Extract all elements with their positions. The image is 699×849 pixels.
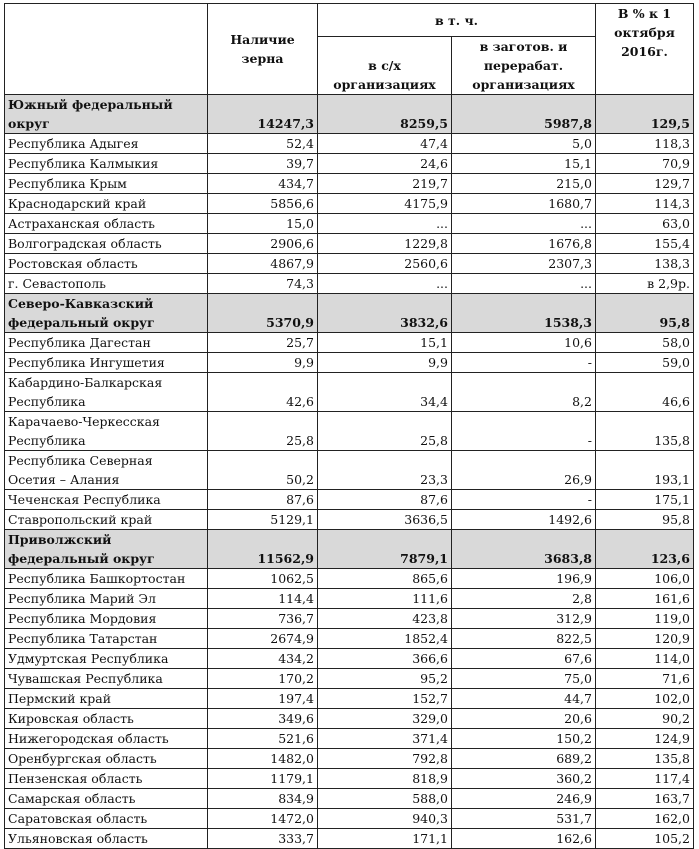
region-name: Нижегородская область [5, 729, 208, 749]
table-row [5, 333, 694, 353]
agri-value: 23,3 [318, 451, 452, 490]
processing-value: 44,7 [452, 689, 596, 709]
region-name: Саратовская область [5, 809, 208, 829]
region-name: Астраханская область [5, 214, 208, 234]
percent-value: 193,1 [596, 451, 694, 490]
stock-value: 1179,1 [208, 769, 318, 789]
region-name: Краснодарский край [5, 194, 208, 214]
stock-value: 15,0 [208, 214, 318, 234]
percent-value: 105,2 [596, 829, 694, 849]
stock-value: 4867,9 [208, 254, 318, 274]
agri-value: 95,2 [318, 669, 452, 689]
percent-value: 59,0 [596, 353, 694, 373]
percent-value: 63,0 [596, 214, 694, 234]
processing-value: 162,6 [452, 829, 596, 849]
percent-value: 102,0 [596, 689, 694, 709]
agri-value: 24,6 [318, 154, 452, 174]
district-name: Северо-Кавказский федеральный округ [5, 294, 208, 333]
stock-value: 42,6 [208, 373, 318, 412]
table-row [5, 689, 694, 709]
processing-value: 1676,8 [452, 234, 596, 254]
percent-value: 155,4 [596, 234, 694, 254]
processing-value: 822,5 [452, 629, 596, 649]
processing-value: 15,1 [452, 154, 596, 174]
stock-value: 9,9 [208, 353, 318, 373]
processing-value: ... [452, 214, 596, 234]
table-row [5, 749, 694, 769]
stock-value: 1482,0 [208, 749, 318, 769]
table-row [5, 254, 694, 274]
stock-value: 2674,9 [208, 629, 318, 649]
region-name: Ростовская область [5, 254, 208, 274]
table-row [5, 373, 694, 412]
region-name: Карачаево-Черкесская Республика [5, 412, 208, 451]
table-row [5, 569, 694, 589]
processing-value: 26,9 [452, 451, 596, 490]
percent-value: 95,8 [596, 294, 694, 333]
agri-value: 940,3 [318, 809, 452, 829]
region-name: Республика Дагестан [5, 333, 208, 353]
processing-value: 8,2 [452, 373, 596, 412]
agri-value: 111,6 [318, 589, 452, 609]
table-row [5, 174, 694, 194]
grain-stock-table [4, 3, 694, 849]
table-row [5, 709, 694, 729]
agri-value: 3636,5 [318, 510, 452, 530]
processing-value: 1538,3 [452, 294, 596, 333]
processing-value: 3683,8 [452, 530, 596, 569]
region-name: Самарская область [5, 789, 208, 809]
processing-value: 2307,3 [452, 254, 596, 274]
agri-value: 2560,6 [318, 254, 452, 274]
table-row [5, 809, 694, 829]
region-name: Пермский край [5, 689, 208, 709]
region-name: Республика Адыгея [5, 134, 208, 154]
agri-value: 7879,1 [318, 530, 452, 569]
region-name: Республика Татарстан [5, 629, 208, 649]
region-name: Чеченская Республика [5, 490, 208, 510]
stock-value: 349,6 [208, 709, 318, 729]
table-row [5, 353, 694, 373]
district-row [5, 530, 694, 569]
percent-value: 161,6 [596, 589, 694, 609]
agri-value: 15,1 [318, 333, 452, 353]
agri-value: 1229,8 [318, 234, 452, 254]
table-row [5, 154, 694, 174]
table-row [5, 649, 694, 669]
stock-value: 25,8 [208, 412, 318, 451]
stock-value: 197,4 [208, 689, 318, 709]
processing-value: 150,2 [452, 729, 596, 749]
region-name: Ставропольский край [5, 510, 208, 530]
region-name: Республика Мордовия [5, 609, 208, 629]
table-row [5, 490, 694, 510]
agri-value: 329,0 [318, 709, 452, 729]
agri-value: 8259,5 [318, 95, 452, 134]
stock-value: 5129,1 [208, 510, 318, 530]
agri-value: 47,4 [318, 134, 452, 154]
region-name: Республика Башкортостан [5, 569, 208, 589]
processing-value: 75,0 [452, 669, 596, 689]
stock-value: 5856,6 [208, 194, 318, 214]
region-name: Кировская область [5, 709, 208, 729]
percent-value: 106,0 [596, 569, 694, 589]
percent-value: 71,6 [596, 669, 694, 689]
percent-value: 175,1 [596, 490, 694, 510]
percent-value: в 2,9р. [596, 274, 694, 294]
agri-value: 25,8 [318, 412, 452, 451]
header-stock: Наличие зерна [208, 4, 318, 95]
stock-value: 434,2 [208, 649, 318, 669]
table-row [5, 194, 694, 214]
stock-value: 5370,9 [208, 294, 318, 333]
district-name: Южный федеральный округ [5, 95, 208, 134]
stock-value: 2906,6 [208, 234, 318, 254]
agri-value: 1852,4 [318, 629, 452, 649]
agri-value: 87,6 [318, 490, 452, 510]
stock-value: 834,9 [208, 789, 318, 809]
processing-value: 360,2 [452, 769, 596, 789]
percent-value: 124,9 [596, 729, 694, 749]
table-header [5, 4, 694, 95]
stock-value: 87,6 [208, 490, 318, 510]
agri-value: 152,7 [318, 689, 452, 709]
percent-value: 129,5 [596, 95, 694, 134]
percent-value: 123,6 [596, 530, 694, 569]
percent-value: 138,3 [596, 254, 694, 274]
agri-value: 588,0 [318, 789, 452, 809]
table-row [5, 769, 694, 789]
agri-value: 371,4 [318, 729, 452, 749]
processing-value: 246,9 [452, 789, 596, 809]
table-row [5, 609, 694, 629]
processing-value: 196,9 [452, 569, 596, 589]
stock-value: 114,4 [208, 589, 318, 609]
stock-value: 25,7 [208, 333, 318, 353]
agri-value: ... [318, 274, 452, 294]
table-row [5, 629, 694, 649]
percent-value: 135,8 [596, 749, 694, 769]
agri-value: 34,4 [318, 373, 452, 412]
percent-value: 162,0 [596, 809, 694, 829]
table-row [5, 510, 694, 530]
processing-value: 67,6 [452, 649, 596, 669]
region-name: Волгоградская область [5, 234, 208, 254]
region-name: Республика Крым [5, 174, 208, 194]
table-body [5, 95, 694, 849]
region-name: Чувашская Республика [5, 669, 208, 689]
district-name: Приволжский федеральный округ [5, 530, 208, 569]
processing-value: - [452, 412, 596, 451]
header-region [5, 4, 208, 95]
processing-value: 531,7 [452, 809, 596, 829]
stock-value: 11562,9 [208, 530, 318, 569]
stock-value: 333,7 [208, 829, 318, 849]
district-row [5, 294, 694, 333]
table-row [5, 234, 694, 254]
region-name: Оренбургская область [5, 749, 208, 769]
table-row [5, 451, 694, 490]
agri-value: 792,8 [318, 749, 452, 769]
stock-value: 52,4 [208, 134, 318, 154]
processing-value: 215,0 [452, 174, 596, 194]
stock-value: 736,7 [208, 609, 318, 629]
percent-value: 129,7 [596, 174, 694, 194]
percent-value: 114,3 [596, 194, 694, 214]
table-row [5, 214, 694, 234]
header-percent: В % к 1 октября 2016г. [596, 4, 694, 95]
processing-value: ... [452, 274, 596, 294]
processing-value: 689,2 [452, 749, 596, 769]
processing-value: - [452, 353, 596, 373]
agri-value: 366,6 [318, 649, 452, 669]
stock-value: 521,6 [208, 729, 318, 749]
percent-value: 114,0 [596, 649, 694, 669]
processing-value: 10,6 [452, 333, 596, 353]
processing-value: 5987,8 [452, 95, 596, 134]
processing-value: 5,0 [452, 134, 596, 154]
stock-value: 1472,0 [208, 809, 318, 829]
agri-value: ... [318, 214, 452, 234]
stock-value: 50,2 [208, 451, 318, 490]
table-row [5, 789, 694, 809]
percent-value: 70,9 [596, 154, 694, 174]
processing-value: 1680,7 [452, 194, 596, 214]
region-name: Кабардино-Балкарская Республика [5, 373, 208, 412]
agri-value: 423,8 [318, 609, 452, 629]
table-row [5, 729, 694, 749]
processing-value: 2,8 [452, 589, 596, 609]
percent-value: 119,0 [596, 609, 694, 629]
header-processing-orgs: в заготов. и перерабат. организациях [452, 37, 596, 95]
processing-value: 1492,6 [452, 510, 596, 530]
table-row [5, 274, 694, 294]
region-name: Ульяновская область [5, 829, 208, 849]
header-including: в т. ч. [318, 4, 596, 37]
region-name: Республика Марий Эл [5, 589, 208, 609]
stock-value: 170,2 [208, 669, 318, 689]
agri-value: 9,9 [318, 353, 452, 373]
region-name: Республика Калмыкия [5, 154, 208, 174]
agri-value: 171,1 [318, 829, 452, 849]
processing-value: - [452, 490, 596, 510]
stock-value: 39,7 [208, 154, 318, 174]
percent-value: 120,9 [596, 629, 694, 649]
percent-value: 46,6 [596, 373, 694, 412]
percent-value: 90,2 [596, 709, 694, 729]
percent-value: 163,7 [596, 789, 694, 809]
percent-value: 58,0 [596, 333, 694, 353]
table-row [5, 412, 694, 451]
district-row [5, 95, 694, 134]
percent-value: 118,3 [596, 134, 694, 154]
percent-value: 117,4 [596, 769, 694, 789]
percent-value: 135,8 [596, 412, 694, 451]
percent-value: 95,8 [596, 510, 694, 530]
agri-value: 219,7 [318, 174, 452, 194]
table-row [5, 589, 694, 609]
region-name: Республика Северная Осетия – Алания [5, 451, 208, 490]
stock-value: 434,7 [208, 174, 318, 194]
agri-value: 818,9 [318, 769, 452, 789]
stock-value: 14247,3 [208, 95, 318, 134]
processing-value: 312,9 [452, 609, 596, 629]
stock-value: 1062,5 [208, 569, 318, 589]
region-name: Республика Ингушетия [5, 353, 208, 373]
region-name: г. Севастополь [5, 274, 208, 294]
table-row [5, 669, 694, 689]
agri-value: 3832,6 [318, 294, 452, 333]
stock-value: 74,3 [208, 274, 318, 294]
region-name: Пензенская область [5, 769, 208, 789]
table-row [5, 134, 694, 154]
header-agri-orgs: в с/х организациях [318, 37, 452, 95]
agri-value: 865,6 [318, 569, 452, 589]
processing-value: 20,6 [452, 709, 596, 729]
agri-value: 4175,9 [318, 194, 452, 214]
region-name: Удмуртская Республика [5, 649, 208, 669]
